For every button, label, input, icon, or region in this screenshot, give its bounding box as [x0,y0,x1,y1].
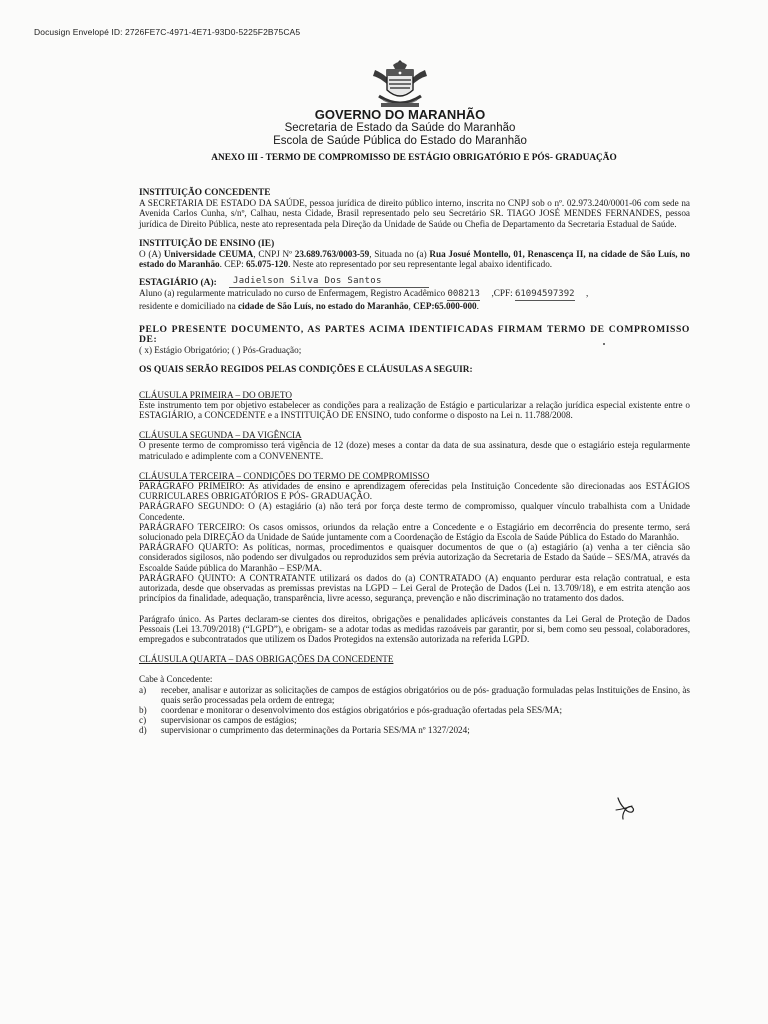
concedente-heading: INSTITUIÇÃO CONCEDENTE [139,188,271,198]
registro-academico-value: 008213 [447,289,480,300]
cpf-label: ,CPF: [491,288,513,299]
letterhead [0,107,768,148]
clausula-segunda-text: O presente termo de compromisso terá vigência de 12 (doze) meses a contar da data de sua assinatura, desde que o estagiário esteja regularmente matriculado e adimplente com a CONVENENTE. [139,440,690,461]
estagiario-residence-text: . [476,300,479,311]
obrigacao-item [139,705,690,715]
obrigacao-text: supervisionar o cumprimento das determinações da Portaria SES/MA nº 1327/2024; [161,725,470,736]
initials-signature-mark [612,796,638,820]
document-title: ANEXO III - TERMO DE COMPROMISSO DE ESTÁGIO OBRIGATÓRIO E PÓS- GRADUAÇÃO [211,153,617,163]
estagiario-course-line: Aluno (a) regularmente matriculado no curso de Enfermagem, Registro Acadêmico 008213 ,CPF: 61094597392 , [139,288,589,300]
obrigacao-key: c) [139,715,147,726]
obrigacao-text: supervisionar os campos de estágios; [161,715,297,726]
clausula-primeira-text: Este instrumento tem por objetivo estabelecer as condições para a realização de Estágio e particularizar a relação jurídica especial existente entre o ESTAGIÁRIO, a CONCEDENTE e a INSTITUIÇÃO DE ENSINO, tudo conforme o disposto na Lei n. 11.788/2008. [139,399,690,421]
obrigacao-item [139,715,690,725]
government-name: GOVERNO DO MARANHÃO [314,107,486,122]
escola-name: Escola de Saúde Pública do Estado do Maranhão [273,135,527,147]
paragrafo-unico: Parágrafo único. As Partes declaram-se cientes dos direitos, obrigações e penalidades aplicáveis constantes da Lei Geral de Proteção de Dados Pessoais (Lei 13.709/2018) (“LGPD”), e obrigam- se a adotar todas as medidas razoáveis par garantir, por si, bem como seu pessoal, colaboradores, empregados e subcontratados que utilizem os Dados Protegidos na extensão autorizada na referida LGPD. [139,613,690,644]
clausula-segunda-heading: CLÁUSULA SEGUNDA – DA VIGÊNCIA [139,430,302,441]
obrigacao-key: b) [139,704,147,715]
obrigacao-text: coordenar e monitorar o desenvolvimento dos estágios obrigatórios e pós-graduação ofertadas pela SES/MA; [161,704,563,715]
obrigacao-text: receber, analisar e autorizar as solicitações de campos de estágios obrigatórios ou de pós- graduação formuladas pelas Instituições de Ensino, às quais serão processadas pela ordem de entrega; [161,684,690,705]
ensino-text [139,249,690,269]
clausula-terceira-heading: CLÁUSULA TERCEIRA – CONDIÇÕES DO TERMO DE COMPROMISSO [139,470,430,481]
estagiario-course-text: Aluno (a) regularmente matriculado no curso de Enfermagem, Registro Acadêmico [139,288,446,299]
paragrafo-primeiro: PARÁGRAFO PRIMEIRO: As atividades de ensino e aprendizagem oferecidas pela Instituição Concedente são direcionadas aos ESTÁGIOS CURRICULARES OBRIGATÓRIOS E PÓS- GRADUAÇÃO. [139,481,690,502]
ensino-institution-name: Universidade CEUMA [163,249,254,260]
paragrafo-terceiro: PARÁGRAFO TERCEIRO: Os casos omissos, oriundos da relação entre a Concedente e o Estagiário em decorrência do presente termo, será solucionado pela DIREÇÃO da Unidade de Saúde juntamente com a Coordenação de Estágio da Escola de Saúde Pública do Estado do Maranhão. [139,521,690,543]
estagiario-residence-line [139,301,690,311]
ensino-address: Rua Josué Montello, 01, Renascença II, na cidade de São Luís, no estado do Maranhão [139,249,691,270]
estagiario-residence-text: , [408,300,414,311]
presente-options: ( x) Estágio Obrigatório; ( ) Pós-Graduação; [139,345,302,356]
scan-speck [603,343,605,345]
ensino-cep: 65.075-120 [245,259,289,270]
estagiario-cep: CEP:65.000-000 [413,300,477,311]
concedente-text: A SECRETARIA DE ESTADO DA SAÚDE, pessoa jurídica de direito público interno, inscrita no CNPJ sob o nº. 02.973.240/0001-06 com sede na Avenida Carlos Cunha, s/nº, Calhau, nesta Cidade, Brasil representado pelo seu Secretário SR. TIAGO JOSÉ MENDES FERNANDES, pessoa jurídica de Direito Pública, neste ato representada pela Direção da Unidade de Saúde ou Chefia de Departamento da Secretaria Estadual de Saúde. [139,198,690,229]
ensino-text-part: , CNPJ Nº [253,249,295,260]
obrigacao-item [139,685,690,705]
paragrafo-segundo: PARÁGRAFO SEGUNDO: O (A) estagiário (a) não terá por força deste termo de compromisso, qualquer vínculo trabalhista com a Unidade Concedente. [139,501,690,522]
ensino-text-part: O (A) [139,249,164,260]
ensino-cnpj: 23.689.763/0003-59 [294,249,370,260]
obrigacao-item [139,725,690,735]
clausula-primeira-heading: CLÁUSULA PRIMEIRA – DO OBJETO [139,389,292,400]
ensino-text-part: . Neste ato representado por seu representante legal abaixo identificado. [288,259,553,270]
clausula-quarta-heading: CLÁUSULA QUARTA – DAS OBRIGAÇÕES DA CONCEDENTE [139,654,394,665]
ensino-heading: INSTITUIÇÃO DE ENSINO (IE) [139,238,275,249]
estagiario-name-rule [229,287,429,288]
docusign-envelope-id: Docusign Envelopé ID: 2726FE7C-4971-4E71-93D0-5225F2B75CA5 [34,27,301,37]
estagiario-city: cidade de São Luís, no estado do Maranhão [238,300,409,311]
obrigacao-key: a) [139,684,147,695]
cpf-value: 61094597392 [514,289,575,300]
estagiario-residence-text: residente e domiciliado na [139,300,238,311]
estagiario-line [139,274,690,288]
presente-heading: PELO PRESENTE DOCUMENTO, AS PARTES ACIMA IDENTIFICADAS FIRMAM TERMO DE COMPROMISSO DE: [139,323,690,346]
maranhao-coat-of-arms-logo [367,56,433,112]
clausula-quarta-intro: Cabe à Concedente: [139,674,213,685]
paragrafo-quinto: PARÁGRAFO QUINTO: A CONTRATANTE utilizará os dados do (a) CONTRATADO (A) enquanto perdurar esta relação contratual, e esta autorizada, desde que observadas as premissas previstas na LGPD – Lei Geral de Proteção de Dados (Lei n. 13.709/18), e em estrita atenção aos princípios da finalidade, adequação, transparência, livre acesso, segurança, prevenção e não discriminação no tratamento dos dados. [139,572,690,604]
obrigacao-key: d) [139,725,147,736]
ensino-text-part: . CEP: [219,259,246,270]
regidos-heading: OS QUAIS SERÃO REGIDOS PELAS CONDIÇÕES E CLÁUSULAS A SEGUIR: [139,365,473,376]
secretaria-name: Secretaria de Estado da Saúde do Maranhão [284,122,516,134]
estagiario-label: ESTAGIÁRIO (A): [139,278,217,289]
document-body [139,188,690,736]
estagiario-name: Jadielson Silva Dos Santos [233,276,382,287]
paragrafo-quarto: PARÁGRAFO QUARTO: As políticas, normas, procedimentos e quaisquer documentos de que o (a) estagiário (a) venha a ter ciência são considerados sigilosos, não podendo ser divulgados ou reproduzidos sem prévia autorização da Secretaria de Estado da Saúde – SES/MA, através da Escoalde Saúde pública do Maranhão – ESP/MA. [139,542,690,573]
ensino-text-part: , Situada no (a) [369,249,430,260]
